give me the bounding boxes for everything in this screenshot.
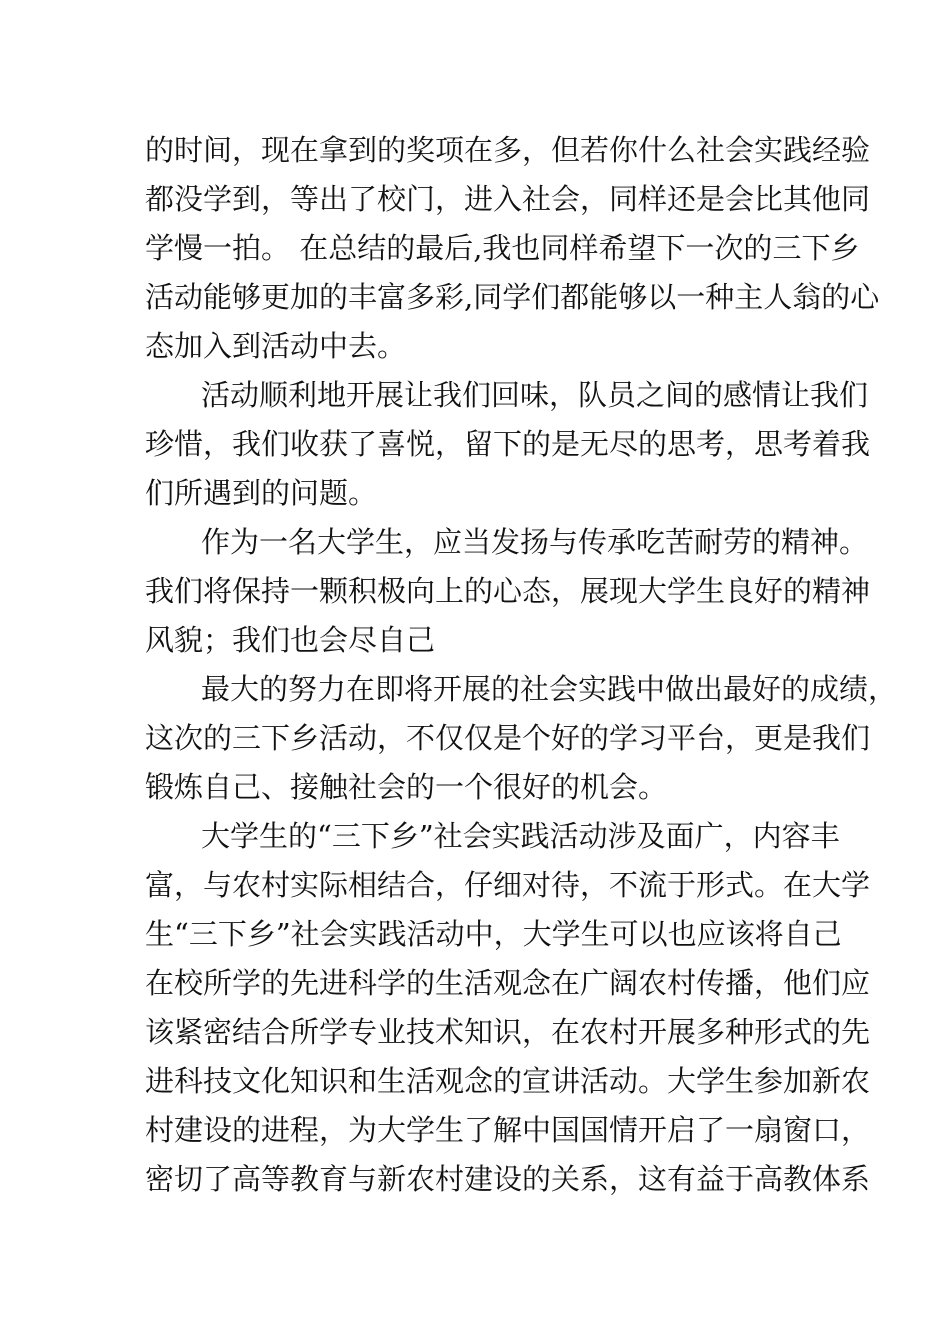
text-line: 生“三下乡”社会实践活动中，大学生可以也应该将自己 xyxy=(145,917,842,951)
text-line: 态加入到活动中去。 xyxy=(145,329,407,363)
text-line: 在校所学的先进科学的生活观念在广阔农村传播，他们应 xyxy=(145,966,871,1000)
text-line: 锻炼自己、接触社会的一个很好的机会。 xyxy=(145,770,668,804)
paragraph-first-line: 大学生的“三下乡”社会实践活动涉及面广，内容丰 xyxy=(201,819,840,853)
paragraph-first-line: 作为一名大学生，应当发扬与传承吃苦耐劳的精神。 xyxy=(201,525,869,559)
text-line: 风貌；我们也会尽自己 xyxy=(145,623,436,657)
text-line: 该紧密结合所学专业技术知识，在农村开展多种形式的先 xyxy=(145,1015,871,1049)
text-line: 珍惜，我们收获了喜悦，留下的是无尽的思考，思考着我 xyxy=(145,427,871,461)
text-line: 富，与农村实际相结合，仔细对待，不流于形式。在大学 xyxy=(145,868,871,902)
text-line: 村建设的进程，为大学生了解中国国情开启了一扇窗口， xyxy=(145,1113,871,1147)
text-line: 学慢一拍。 在总结的最后,我也同样希望下一次的三下乡 xyxy=(145,231,860,265)
text-line: 我们将保持一颗积极向上的心态，展现大学生良好的精神 xyxy=(145,574,871,608)
document-body xyxy=(145,126,898,1204)
text-line: 都没学到，等出了校门，进入社会，同样还是会比其他同 xyxy=(145,182,871,216)
text-line: 活动能够更加的丰富多彩,同学们都能够以一种主人翁的心 xyxy=(145,280,880,314)
text-line: 密切了高等教育与新农村建设的关系，这有益于高教体系 xyxy=(145,1162,871,1196)
text-line: 的时间，现在拿到的奖项在多，但若你什么社会实践经验 xyxy=(145,133,871,167)
paragraph-first-line: 活动顺利地开展让我们回味，队员之间的感情让我们 xyxy=(201,378,869,412)
text-line: 们所遇到的问题。 xyxy=(145,476,378,510)
text-line: 这次的三下乡活动，不仅仅是个好的学习平台，更是我们 xyxy=(145,721,871,755)
paragraph-first-line: 最大的努力在即将开展的社会实践中做出最好的成绩， xyxy=(201,672,898,706)
text-line: 进科技文化知识和生活观念的宣讲活动。大学生参加新农 xyxy=(145,1064,871,1098)
